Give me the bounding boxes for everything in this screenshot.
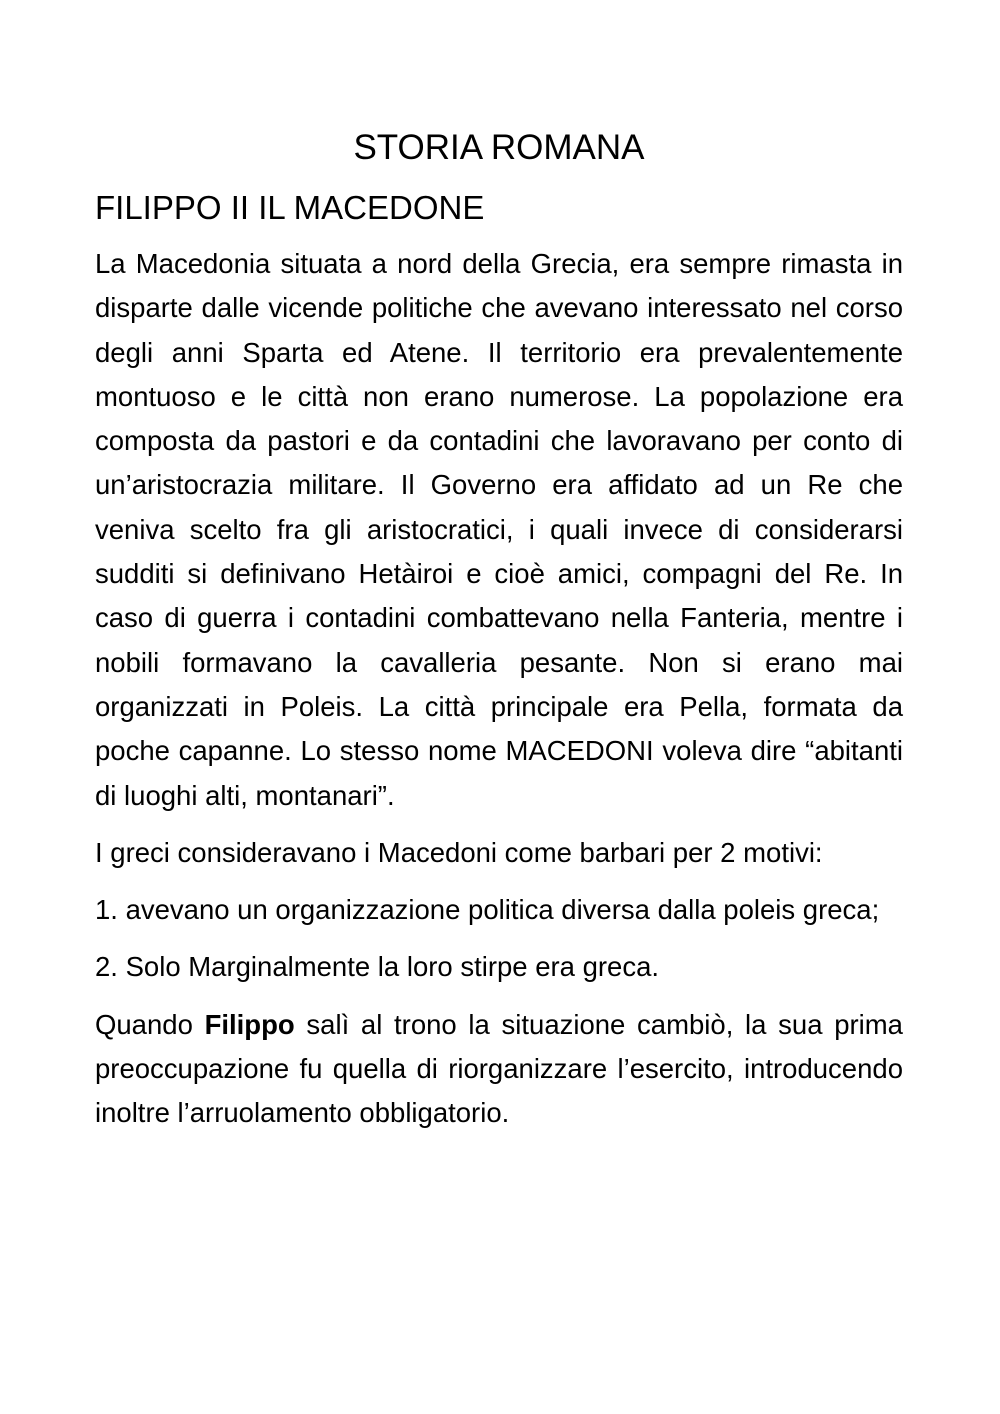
document-title: STORIA ROMANA [353, 128, 645, 167]
list-item-2: 2. Solo Marginalmente la loro stirpe era greca. [95, 951, 660, 983]
paragraph-filippo-start: Quando [95, 1008, 205, 1040]
document-page [95, 122, 903, 1149]
paragraph-greci: I greci consideravano i Macedoni come barbari per 2 motivi: [95, 836, 823, 868]
paragraph-filippo-bold: Filippo [204, 1008, 295, 1040]
paragraph-filippo-end: salì al trono la situazione cambiò, la sua prima preoccupazione fu quella di riorganizzare l’esercito, introducendo inoltre l’arruolamento obbligatorio. [95, 1008, 903, 1129]
document-subtitle: FILIPPO II IL MACEDONE [95, 189, 485, 226]
paragraph-macedonia: La Macedonia situata a nord della Grecia, era sempre rimasta in disparte dalle vicende politiche che avevano interessato nel corso degli anni Sparta ed Atene. Il territorio era prevalentemente montuoso e le città non erano numerose. La popolazione era composta da pastori e da contadini che lavoravano per conto di un’aristocrazia militare. Il Governo era affidato ad un Re che veniva scelto fra gli aristocratici, i quali invece di considerarsi sudditi si definivano Hetàiroi e cioè amici, compagni del Re. In caso di guerra i contadini combattevano nella Fanteria, mentre i nobili formavano la cavalleria pesante. Non si erano mai organizzati in Poleis. La città principale era Pella, formata da poche capanne. Lo stesso nome MACEDONI voleva dire “abitanti di luoghi alti, montanari”. [95, 248, 903, 811]
paragraph-filippo [95, 1003, 903, 1136]
list-item-1: 1. avevano un organizzazione politica diversa dalla poleis greca; [95, 894, 880, 926]
